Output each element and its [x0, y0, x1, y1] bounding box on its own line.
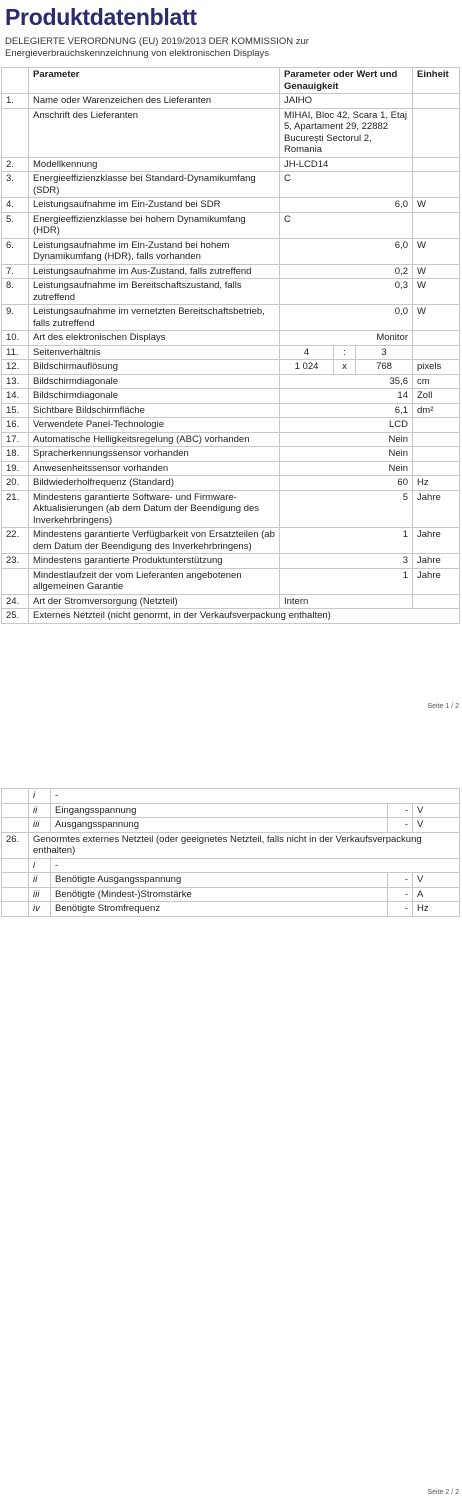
- header-value: Parameter oder Wert und Genauigkeit: [280, 68, 413, 94]
- table-row: 8. Leistungsaufnahme im Bereitschaftszustand, falls zutreffend 0,3 W: [2, 279, 460, 305]
- subtitle-line-2: Energieverbrauchskennzeichnung von elektronischen Displays: [5, 48, 270, 59]
- page-1: [0, 0, 462, 60]
- table-row: iv Benötigte Stromfrequenz - Hz: [2, 902, 460, 917]
- table-row: 9. Leistungsaufnahme im vernetzten Bereitschaftsbetrieb, falls zutreffend 0,0 W: [2, 305, 460, 331]
- table-row: iii Ausgangsspannung - V: [2, 818, 460, 833]
- header-unit: Einheit: [413, 68, 460, 94]
- table-row: 7. Leistungsaufnahme im Aus-Zustand, falls zutreffend 0,2 W: [2, 264, 460, 279]
- table-row: 14. Bildschirmdiagonale 14 Zoll: [2, 389, 460, 404]
- table-row: 1. Name oder Warenzeichen des Lieferanten JAIHO: [2, 94, 460, 109]
- table-row: 21. Mindestens garantierte Software- und Firmware-Aktualisierungen (ab dem Datum der Beendigung des Inverkehrbringens) 5 Jahre: [2, 490, 460, 528]
- table-row: 4. Leistungsaufnahme im Ein-Zustand bei SDR 6,0 W: [2, 198, 460, 213]
- table-row: 13. Bildschirmdiagonale 35,6 cm: [2, 374, 460, 389]
- table-row: 17. Automatische Helligkeitsregelung (ABC) vorhanden Nein: [2, 432, 460, 447]
- table-header-row: [2, 68, 460, 94]
- table-row: i -: [2, 858, 460, 873]
- table-row: 10. Art des elektronischen Displays Monitor: [2, 331, 460, 346]
- header-parameter: Parameter: [29, 68, 280, 94]
- page-footer-1: Seite 1 / 2: [427, 703, 459, 710]
- table-row: 2. Modellkennung JH-LCD14: [2, 157, 460, 172]
- page-footer-2: Seite 2 / 2: [427, 1489, 459, 1496]
- table-row: 5. Energieeffizienzklasse bei hohem Dynamikumfang (HDR) C: [2, 212, 460, 238]
- table-row: Mindestlaufzeit der vom Lieferanten angebotenen allgemeinen Garantie 1 Jahre: [2, 568, 460, 594]
- table-row: 26. Genormtes externes Netzteil (oder geeignetes Netzteil, falls nicht in der Verkaufsverpackung enthalten): [2, 832, 460, 858]
- subtitle-line-1: DELEGIERTE VERORDNUNG (EU) 2019/2013 DER KOMMISSION zur: [5, 36, 309, 47]
- regulation-subtitle: [5, 36, 462, 60]
- table-row: 15. Sichtbare Bildschirmfläche 6,1 dm²: [2, 403, 460, 418]
- table-row: 20. Bildwiederholfrequenz (Standard) 60 Hz: [2, 476, 460, 491]
- power-supply-table: [1, 788, 460, 917]
- table-row: i -: [2, 789, 460, 804]
- table-row: 23. Mindestens garantierte Produktunterstützung 3 Jahre: [2, 554, 460, 569]
- table-row: iii Benötigte (Mindest-)Stromstärke - A: [2, 887, 460, 902]
- table-row: 11. Seitenverhältnis 4 : 3: [2, 345, 460, 360]
- table-row: ii Benötigte Ausgangsspannung - V: [2, 873, 460, 888]
- table-row: Anschrift des Lieferanten MIHAI, Bloc 42, Scara 1, Etaj 5, Apartament 29, 22882 București Sectorul 2, Romania: [2, 108, 460, 157]
- table-row: 3. Energieeffizienzklasse bei Standard-Dynamikumfang (SDR) C: [2, 172, 460, 198]
- table-row: 22. Mindestens garantierte Verfügbarkeit von Ersatzteilen (ab dem Datum der Beendigung des Inverkehrbringens) 1 Jahre: [2, 528, 460, 554]
- table-row: 19. Anwesenheitssensor vorhanden Nein: [2, 461, 460, 476]
- page-title: Produktdatenblatt: [5, 4, 197, 30]
- table-row: 12. Bildschirmauflösung 1 024 x 768 pixels: [2, 360, 460, 375]
- table-row: 18. Spracherkennungssensor vorhanden Nein: [2, 447, 460, 462]
- product-data-table: [1, 67, 460, 624]
- table-row: 25. Externes Netzteil (nicht genormt, in der Verkaufsverpackung enthalten): [2, 609, 460, 624]
- table-row: ii Eingangsspannung - V: [2, 803, 460, 818]
- table-row: 6. Leistungsaufnahme im Ein-Zustand bei hohem Dynamikumfang (HDR), falls vorhanden 6,0 W: [2, 238, 460, 264]
- table-row: 24. Art der Stromversorgung (Netzteil) Intern: [2, 594, 460, 609]
- table-row: 16. Verwendete Panel-Technologie LCD: [2, 418, 460, 433]
